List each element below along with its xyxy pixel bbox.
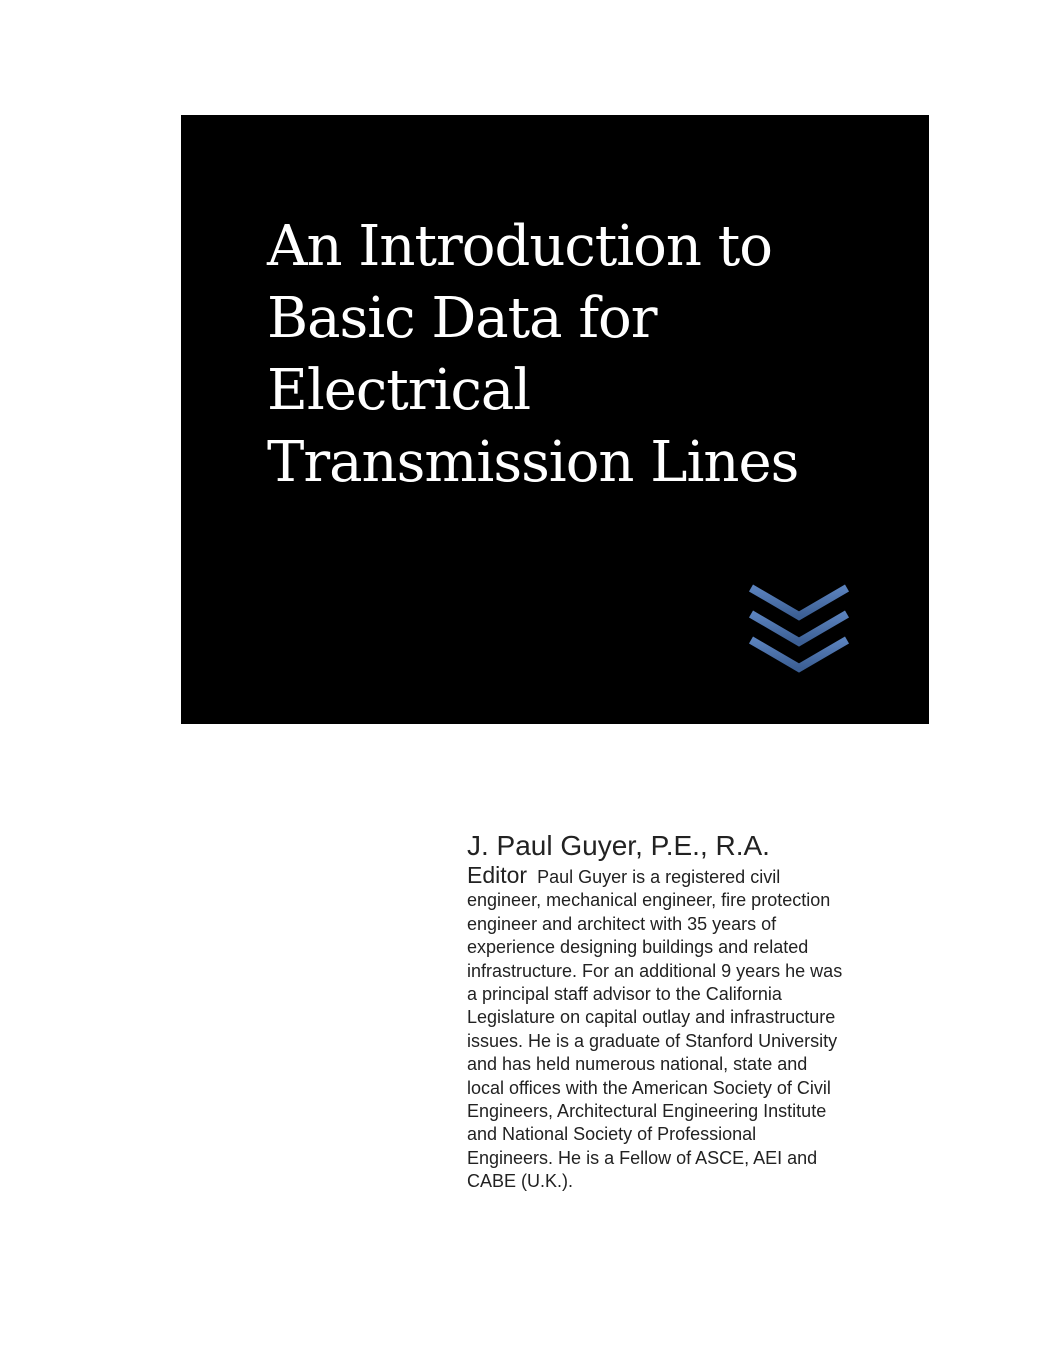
editor-label: Editor bbox=[467, 862, 528, 888]
author-section bbox=[467, 828, 847, 1194]
title-line-3: Electrical bbox=[267, 358, 531, 423]
book-title bbox=[267, 211, 887, 499]
chevron-top bbox=[751, 588, 847, 616]
title-line-4: Transmission Lines bbox=[267, 430, 799, 495]
title-line-2: Basic Data for bbox=[267, 286, 657, 351]
chevron-down-icon bbox=[748, 582, 850, 678]
author-name: J. Paul Guyer, P.E., R.A. bbox=[467, 830, 770, 861]
author-bio bbox=[467, 864, 847, 1194]
title-line-1: An Introduction to bbox=[267, 214, 772, 279]
bio-text: Paul Guyer is a registered civil engineer, mechanical engineer, fire protection engineer and architect with 35 years of experience designing buildings and related infrastructure. For an additional 9 years he was a principal staff advisor to the California Legislature on capital outlay and infrastructure issues. He is a graduate of Stanford University and has held numerous national, state and local offices with the American Society of Civil Engineers, Architectural Engineering Institute and National Society of Professional Engineers. He is a Fellow of ASCE, AEI and CABE (U.K.). bbox=[467, 867, 843, 1192]
cover-panel bbox=[181, 115, 929, 724]
